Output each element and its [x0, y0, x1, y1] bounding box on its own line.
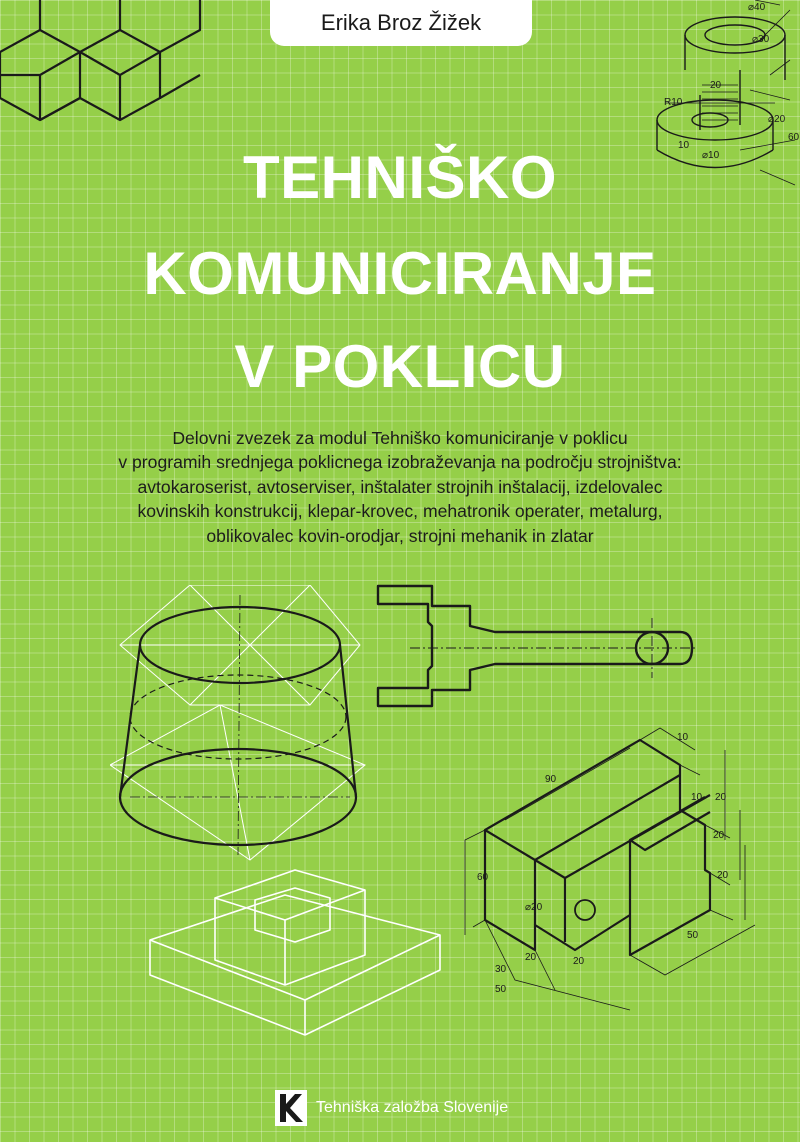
dim-label: 20 [715, 792, 727, 803]
dim-label: ⌀20 [768, 114, 786, 125]
dim-label: 10 [678, 140, 690, 151]
wireframe-box-drawing [145, 860, 445, 1045]
author-name: Erika Broz Žižek [320, 10, 482, 35]
stepped-block-drawing [455, 720, 800, 1020]
dim-label: 20 [525, 952, 537, 963]
dim-label: 50 [687, 930, 699, 941]
dim-label: 20 [573, 956, 585, 967]
title-line-1: TEHNIŠKO [242, 144, 558, 211]
subtitle-line: v programih srednjega poklicnega izobraževanja na področju strojništva: [118, 452, 682, 473]
dim-label: 20 [717, 870, 729, 881]
dim-label: 10 [677, 732, 689, 743]
subtitle-line: oblikovalec kovin-orodjar, strojni mehanik in zlatar [206, 525, 594, 546]
subtitle [40, 426, 760, 548]
title-line-2: KOMUNICIRANJE [143, 240, 657, 307]
publisher [274, 1088, 508, 1128]
author-tab [270, 0, 532, 46]
dim-label: 60 [788, 132, 800, 143]
dim-label: 30 [495, 964, 507, 975]
dim-label: ⌀30 [752, 34, 770, 45]
dim-label: 10 [691, 792, 703, 803]
dim-label: ⌀10 [702, 150, 720, 161]
subtitle-line: avtokaroserist, avtoserviser, inštalater strojnih inštalacij, izdelovalec [137, 476, 663, 497]
dim-label: ⌀20 [525, 902, 543, 913]
dim-label: 60 [477, 872, 489, 883]
dim-label: R10 [664, 97, 683, 108]
dim-label: 50 [495, 984, 507, 995]
subtitle-line: Delovni zvezek za modul Tehniško komuniciranje v poklicu [172, 428, 628, 448]
dim-label: ⌀40 [748, 2, 766, 13]
wrench-drawing [370, 578, 700, 718]
cone-drawing [110, 585, 370, 865]
publisher-name: Tehniška založba Slovenije [316, 1099, 509, 1116]
publisher-logo-icon [274, 1089, 308, 1127]
dim-label: 20 [713, 830, 725, 841]
dim-label: 90 [545, 774, 557, 785]
title-line-3: V POKLICU [234, 333, 566, 400]
subtitle-line: kovinskih konstrukcij, klepar-krovec, mehatronik operater, metalurg, [137, 501, 663, 522]
isometric-blocks-drawing [0, 0, 205, 130]
dim-label: 20 [710, 80, 722, 91]
